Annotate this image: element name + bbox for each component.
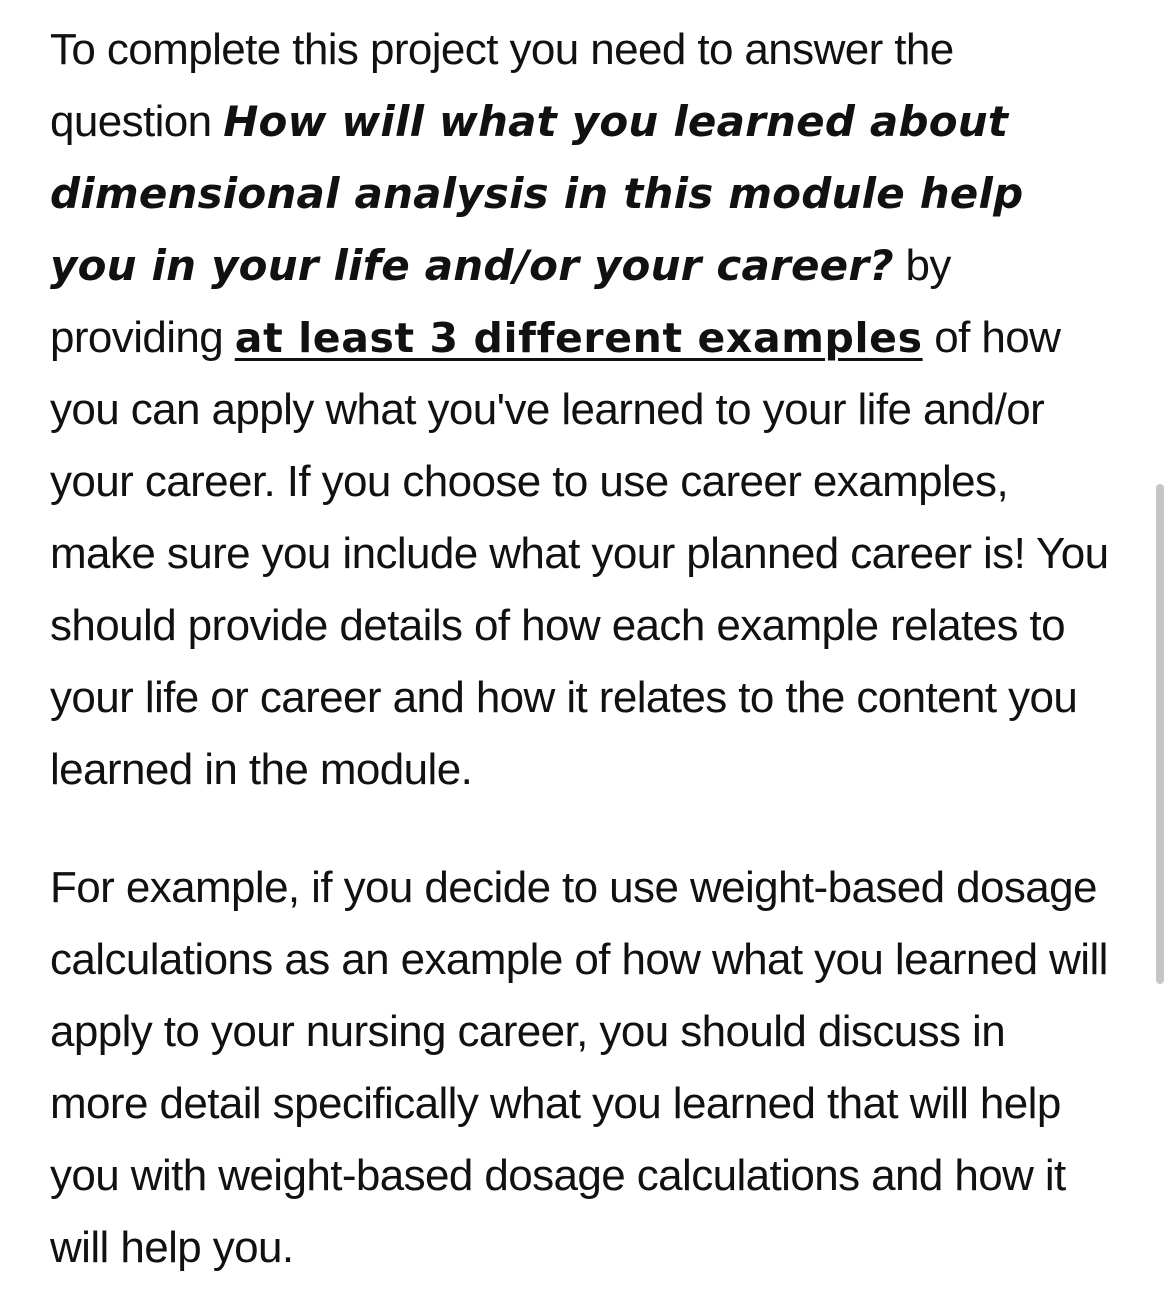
instructions-details: of how you can apply what you've learned to your life and/or your career. If you choose to use career examples, make sure you include what your planned career is! You should provide details of how each example relates to your life or career and how it relates to the content you learned in the module. [50,313,1109,794]
example-requirement: at least 3 different examples [234,314,923,362]
instructions-paragraph [50,14,1112,806]
guiding-question: How will what you learned about dimensional analysis in this module help you in your life and/or your career? [50,97,1024,290]
instructions-connector: by providing [50,241,951,362]
example-paragraph: For example, if you decide to use weight-based dosage calculations as an example of how what you learned will apply to your nursing career, you should discuss in more detail specifically what you learned that will help you with weight-based dosage calculations and how it will help you. [50,863,1108,1272]
instructions-lead: To complete this project you need to answer the question [50,25,954,146]
scrollbar-thumb[interactable] [1156,484,1164,984]
